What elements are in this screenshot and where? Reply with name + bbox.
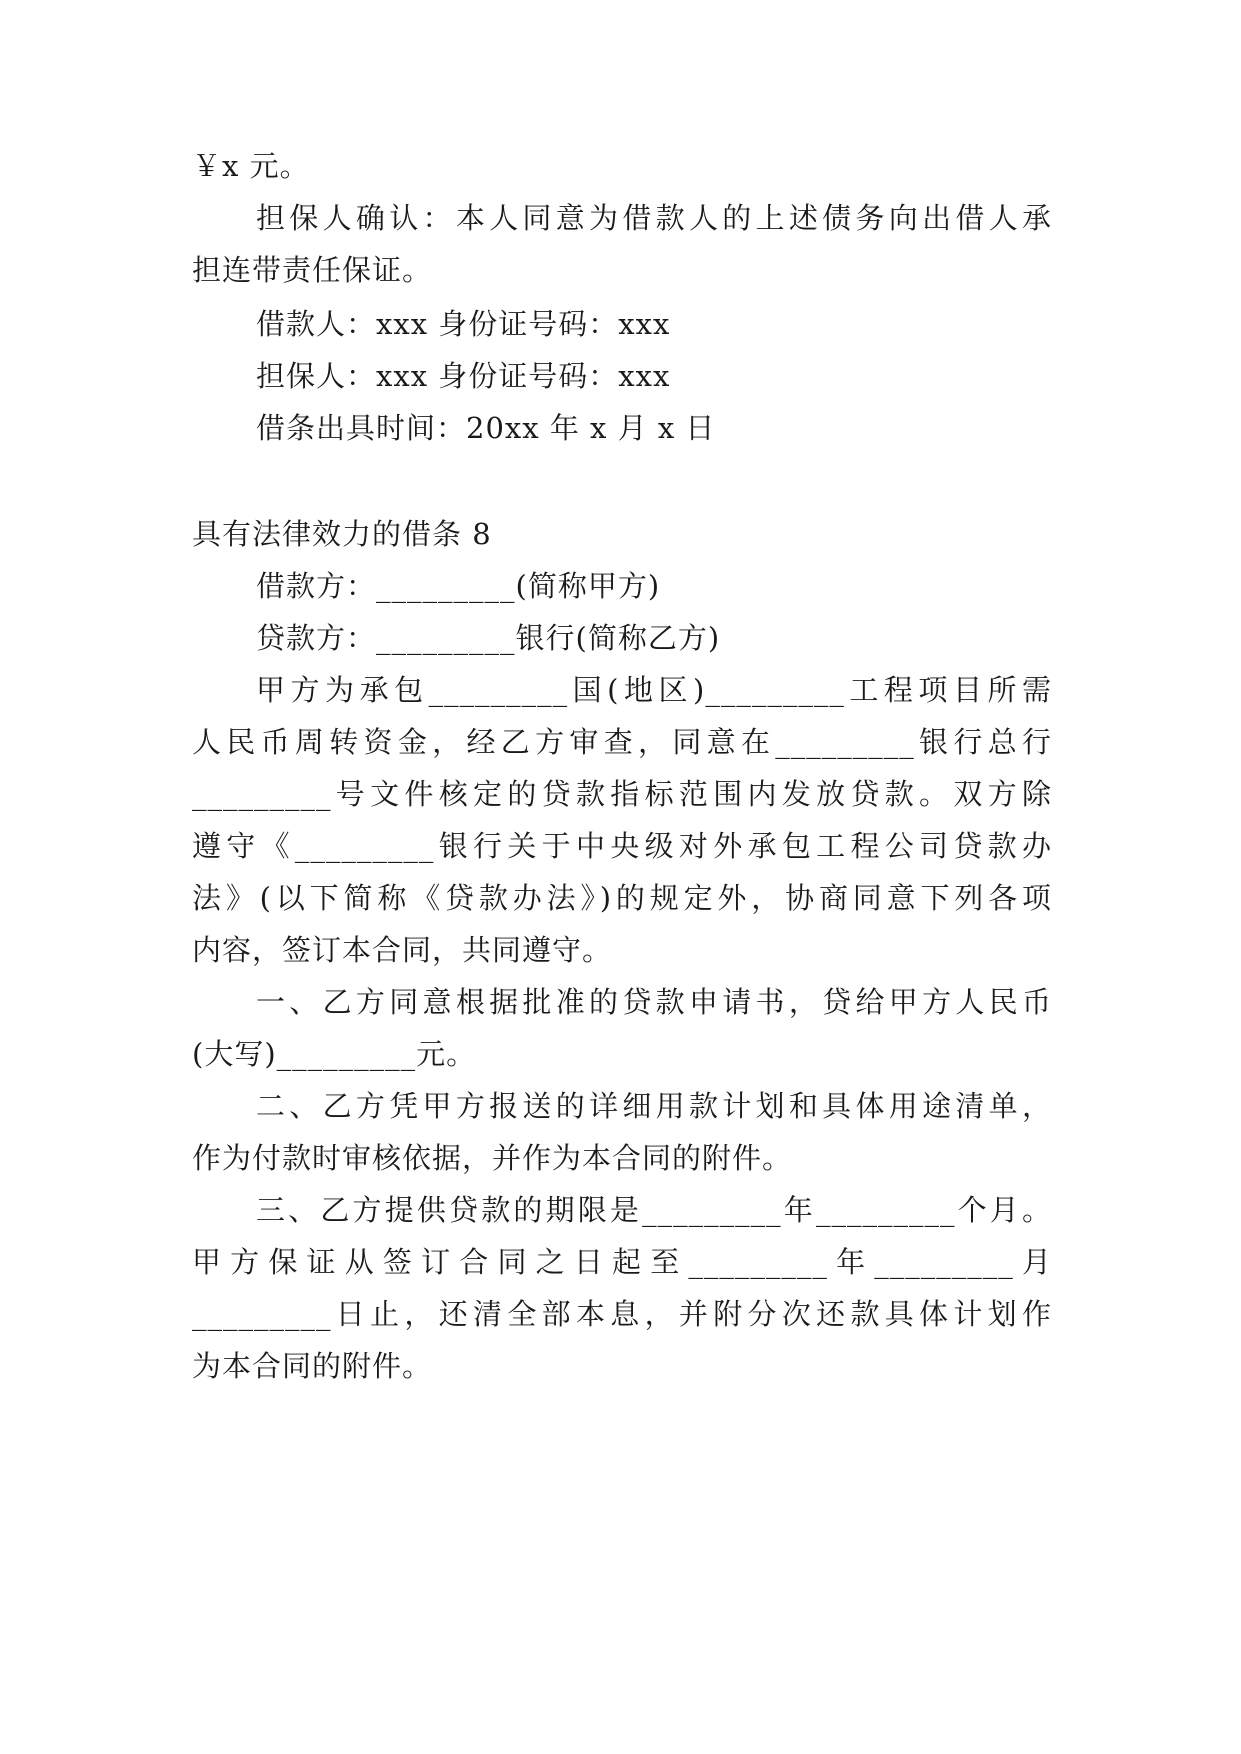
clause-1-line: 一、乙方同意根据批准的贷款申请书，贷给甲方人民币 (256, 985, 1052, 1019)
guarantor-confirm-line-1: 担保人确认：本人同意为借款人的上述债务向出借人承 (256, 201, 1052, 235)
paragraph-line: 内容，签订本合同，共同遵守。 (192, 933, 613, 967)
amount-line: ￥x 元。 (192, 149, 310, 183)
section-heading: 具有法律效力的借条 8 (192, 517, 492, 551)
guarantor-id-line: 担保人：xxx 身份证号码：xxx (256, 359, 671, 393)
paragraph-line: 人民币周转资金，经乙方审查，同意在_________银行总行 (192, 725, 1052, 759)
clause-2-line: 作为付款时审核依据，并作为本合同的附件。 (192, 1141, 793, 1175)
paragraph-line: 遵守《_________银行关于中央级对外承包工程公司贷款办 (192, 829, 1052, 863)
paragraph-line: 法》(以下简称《贷款办法》)的规定外，协商同意下列各项 (192, 881, 1052, 915)
borrower-party-line: 借款方：_________(简称甲方) (256, 569, 661, 603)
paragraph-line: 甲方为承包_________国(地区)_________工程项目所需 (256, 673, 1052, 707)
clause-1-line: (大写)_________元。 (192, 1037, 477, 1071)
paragraph-line: _________号文件核定的贷款指标范围内发放贷款。双方除 (192, 777, 1052, 811)
clause-3-line: 甲方保证从签订合同之日起至_________年_________月 (192, 1245, 1052, 1279)
guarantor-confirm-line-2: 担连带责任保证。 (192, 253, 433, 287)
clause-3-line: 三、乙方提供贷款的期限是_________年_________个月。 (256, 1193, 1052, 1227)
issue-date-line: 借条出具时间：20xx 年 x 月 x 日 (256, 411, 716, 445)
clause-3-line: 为本合同的附件。 (192, 1349, 433, 1383)
borrower-id-line: 借款人：xxx 身份证号码：xxx (256, 307, 671, 341)
clause-2-line: 二、乙方凭甲方报送的详细用款计划和具体用途清单， (256, 1089, 1052, 1123)
lender-party-line: 贷款方：_________银行(简称乙方) (256, 621, 721, 655)
clause-3-line: _________日止，还清全部本息，并附分次还款具体计划作 (192, 1297, 1052, 1331)
